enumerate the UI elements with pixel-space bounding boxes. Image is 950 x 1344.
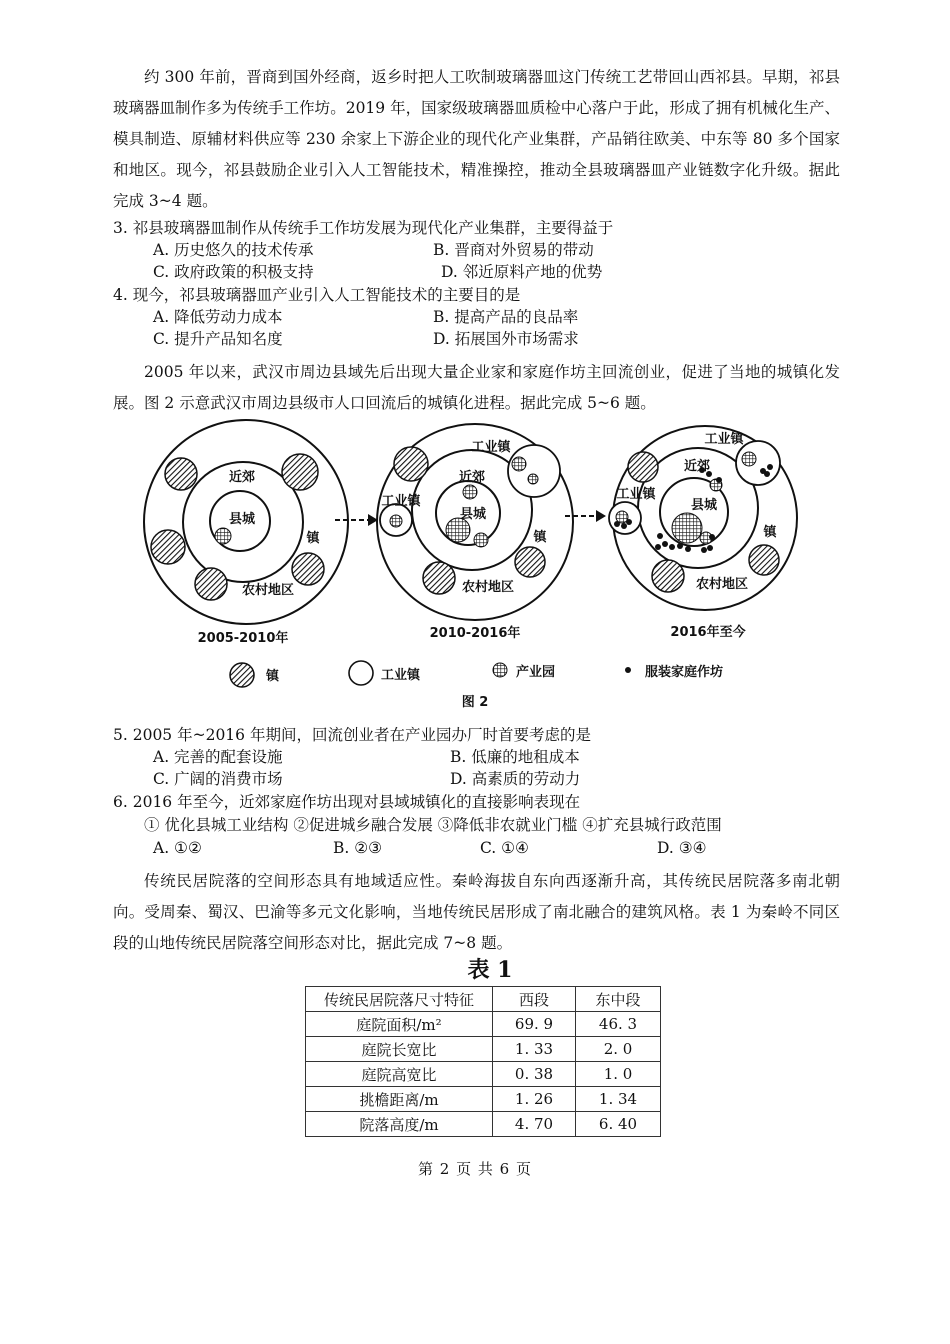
table-title: 表 1 — [467, 957, 513, 983]
legend-industrial-town-icon — [349, 661, 373, 685]
table-cell: 庭院长宽比 — [306, 1037, 493, 1062]
question-6-option-a[interactable]: A. ①② — [153, 839, 202, 857]
question-4-stem: 4. 现今，祁县玻璃器皿产业引入人工智能技术的主要目的是 — [113, 286, 521, 304]
question-5-option-a[interactable]: A. 完善的配套设施 — [153, 748, 283, 766]
table-cell: 2. 0 — [576, 1037, 661, 1062]
table-cell: 0. 38 — [493, 1062, 576, 1087]
question-5-option-b[interactable]: B. 低廉的地租成本 — [450, 748, 580, 766]
industrial-park-icon — [390, 515, 402, 527]
legend-workshop-label: 服装家庭作坊 — [645, 665, 724, 680]
question-6-option-b[interactable]: B. ②③ — [333, 839, 383, 857]
label-county: 县城 — [459, 507, 487, 522]
table-row — [306, 1087, 661, 1112]
period-label: 2005-2010年 — [197, 631, 289, 646]
table-header-cell: 传统民居院落尺寸特征 — [306, 987, 493, 1012]
label-industrial-town: 工业镇 — [704, 432, 744, 447]
table-cell: 1. 34 — [576, 1087, 661, 1112]
table-header-cell: 西段 — [493, 987, 576, 1012]
panel-2010-2016 — [377, 424, 573, 641]
industrial-park-icon — [215, 528, 231, 544]
question-3-option-a[interactable]: A. 历史悠久的技术传承 — [153, 241, 314, 259]
legend-industrial-park-icon — [493, 663, 507, 677]
question-4-option-c[interactable]: C. 提升产品知名度 — [153, 330, 283, 348]
page-footer: 第 2 页 共 6 页 — [418, 1160, 532, 1178]
industrial-town-circle — [508, 445, 560, 497]
label-suburb: 近郊 — [228, 470, 256, 485]
label-county: 县城 — [690, 498, 718, 513]
intro-paragraph-wuhan: 2005 年以来，武汉市周边县域先后出现大量企业家和家庭作坊主回流创业，促进了当地的城镇化发展。图 2 示意武汉市周边县级市人口回流后的城镇化进程。据此完成 5~6 题。 — [113, 363, 840, 412]
town-icon — [151, 530, 185, 564]
table-row — [306, 1062, 661, 1087]
legend-industrial-town-label: 工业镇 — [381, 668, 421, 683]
label-industrial-town: 工业镇 — [616, 487, 656, 502]
table-1-courtyard-features — [305, 986, 661, 1137]
legend-workshop-icon — [625, 667, 631, 673]
town-icon — [394, 447, 428, 481]
question-5-stem: 5. 2005 年~2016 年期间，回流创业者在产业园办厂时首要考虑的是 — [113, 726, 591, 744]
table-cell: 挑檐距离/m — [306, 1087, 493, 1112]
question-3-stem: 3. 祁县玻璃器皿制作从传统手工作坊发展为现代化产业集群，主要得益于 — [113, 219, 614, 237]
town-icon — [515, 547, 545, 577]
industrial-park-icon — [742, 452, 756, 466]
table-row — [306, 1112, 661, 1137]
figure-caption: 图 2 — [461, 695, 489, 710]
table-cell: 1. 26 — [493, 1087, 576, 1112]
town-icon — [165, 458, 197, 490]
intro-paragraph-qinling: 传统民居院落的空间形态具有地域适应性。秦岭海拔自东向西逐渐升高，其传统民居院落多南北朝向。受周秦、蜀汉、巴渝等多元文化影响，当地传统民居形成了南北融合的建筑风格。表 1 为秦岭不同区段的山地传统民居院落空间形态对比，据此完成 7~8 题。 — [113, 872, 840, 952]
question-6-option-d[interactable]: D. ③④ — [657, 839, 707, 857]
label-suburb: 近郊 — [683, 459, 711, 474]
industrial-park-icon — [512, 457, 526, 471]
town-icon — [749, 545, 779, 575]
question-3-option-c[interactable]: C. 政府政策的积极支持 — [153, 263, 314, 281]
legend-town-icon — [230, 663, 254, 687]
label-rural: 农村地区 — [241, 583, 295, 598]
town-icon — [652, 560, 684, 592]
question-6-stem: 6. 2016 年至今，近郊家庭作坊出现对县域城镇化的直接影响表现在 — [113, 793, 581, 811]
label-suburb: 近郊 — [458, 470, 486, 485]
table-cell: 1. 0 — [576, 1062, 661, 1087]
industrial-park-icon — [474, 533, 488, 547]
table-cell: 院落高度/m — [306, 1112, 493, 1137]
town-icon — [628, 452, 658, 482]
label-town: 镇 — [306, 531, 320, 546]
progression-arrow-head — [596, 510, 606, 522]
question-4-option-d[interactable]: D. 拓展国外市场需求 — [433, 330, 579, 348]
legend-industrial-park-label: 产业园 — [516, 665, 556, 680]
town-icon — [195, 568, 227, 600]
table-row — [306, 1012, 661, 1037]
question-3-option-b[interactable]: B. 晋商对外贸易的带动 — [433, 241, 594, 259]
table-cell: 庭院面积/m² — [306, 1012, 493, 1037]
panel-2016-present — [609, 426, 797, 640]
period-label: 2016年至今 — [670, 625, 746, 640]
table-cell: 69. 9 — [493, 1012, 576, 1037]
label-town: 镇 — [533, 530, 547, 545]
question-3-option-d[interactable]: D. 邻近原料产地的优势 — [441, 263, 603, 281]
label-county: 县城 — [228, 512, 256, 527]
table-header-cell: 东中段 — [576, 987, 661, 1012]
question-4-option-a[interactable]: A. 降低劳动力成本 — [153, 308, 283, 326]
period-label: 2010-2016年 — [429, 626, 521, 641]
table-row — [306, 1037, 661, 1062]
table-cell: 庭院高宽比 — [306, 1062, 493, 1087]
industrial-park-icon — [672, 513, 702, 543]
industrial-park-icon — [463, 485, 477, 499]
table-cell: 46. 3 — [576, 1012, 661, 1037]
town-icon — [292, 553, 324, 585]
table-cell: 1. 33 — [493, 1037, 576, 1062]
industrial-town-circle — [736, 441, 780, 485]
label-industrial-town: 工业镇 — [381, 494, 421, 509]
legend-town-label: 镇 — [266, 669, 280, 684]
label-industrial-town: 工业镇 — [471, 440, 511, 455]
label-rural: 农村地区 — [461, 580, 515, 595]
table-header-row — [306, 987, 661, 1012]
table-cell: 4. 70 — [493, 1112, 576, 1137]
question-5-option-c[interactable]: C. 广阔的消费市场 — [153, 770, 283, 788]
table-cell: 6. 40 — [576, 1112, 661, 1137]
intro-paragraph-glass: 约 300 年前，晋商到国外经商，返乡时把人工吹制玻璃器皿这门传统工艺带回山西祁县。早期，祁县玻璃器皿制作多为传统手工作坊。2019 年，国家级玻璃器皿质检中心落户于此，形成了拥有机械化生产、模具制造、原辅材料供应等 230 余家上下游企业的现代化产业集群，产品销往欧美、中东等 80 多个国家和地区。现今，祁县鼓励企业引入人工智能技术，精准操控，推动全县玻璃器皿产业链数字化升级。据此完成 3~4 题。 — [113, 68, 840, 210]
question-6-option-c[interactable]: C. ①④ — [480, 839, 529, 857]
industrial-park-icon — [528, 474, 538, 484]
label-rural: 农村地区 — [695, 577, 749, 592]
town-icon — [282, 454, 318, 490]
question-4-option-b[interactable]: B. 提高产品的良品率 — [433, 308, 579, 326]
label-town: 镇 — [763, 525, 777, 540]
question-5-option-d[interactable]: D. 高素质的劳动力 — [450, 770, 581, 788]
question-6-statements: ① 优化县城工业结构 ②促进城乡融合发展 ③降低非农就业门槛 ④扩充县城行政范围 — [144, 816, 722, 834]
town-icon — [423, 562, 455, 594]
panel-2005-2010 — [144, 420, 348, 646]
figure-legend — [230, 661, 723, 710]
